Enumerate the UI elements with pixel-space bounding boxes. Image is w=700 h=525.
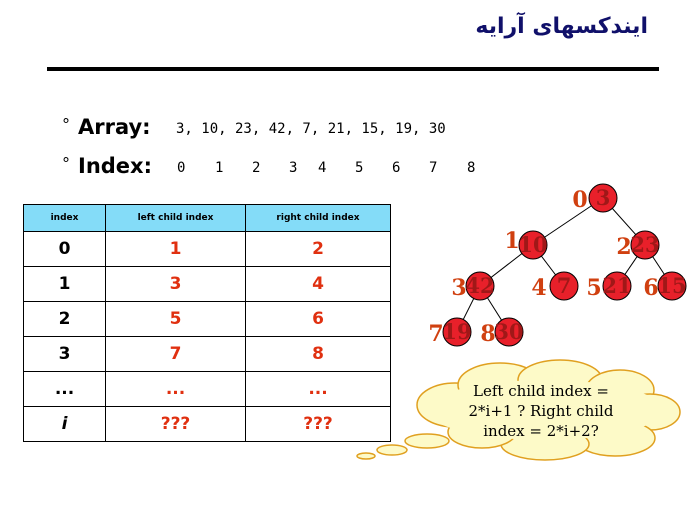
tree-node-index: 3 [451, 275, 467, 301]
index-number: 6 [392, 160, 401, 176]
cloud-line: Left child index = [473, 382, 609, 400]
cell-right: 4 [246, 267, 391, 302]
cloud-line: 2*i+1 ? Right child [468, 402, 614, 420]
cloud-bubble [405, 434, 449, 448]
cell-right: ??? [246, 407, 391, 442]
tree-node-value: 42 [465, 273, 495, 298]
cell-left: ... [106, 372, 246, 407]
cell-left: 1 [106, 232, 246, 267]
array-values: 3, 10, 23, 42, 7, 21, 15, 19, 30 [176, 121, 446, 137]
tree-node-value: 3 [595, 185, 611, 210]
index-number: 2 [252, 160, 261, 176]
index-number: 0 [177, 160, 186, 176]
cell-index: 1 [24, 267, 106, 302]
cell-left: 5 [106, 302, 246, 337]
index-number: 5 [355, 160, 364, 176]
tree-node-index: 4 [531, 275, 547, 301]
cell-right: 8 [246, 337, 391, 372]
cell-left: 7 [106, 337, 246, 372]
tree-nodes [428, 184, 686, 347]
tree-node-index: 5 [586, 275, 602, 301]
array-label: Array: [78, 115, 151, 139]
tree-node-value: 19 [442, 319, 472, 344]
tree-node-value: 7 [556, 273, 572, 298]
tree-node-index: 6 [643, 275, 659, 301]
tree-node-value: 15 [657, 273, 687, 298]
cell-index: i [24, 407, 106, 442]
header-right-child: right child index [246, 205, 391, 232]
thought-cloud [357, 360, 680, 460]
cloud-bubble [357, 453, 375, 459]
cell-right: 6 [246, 302, 391, 337]
slide-title: ایندکسهای آرایه [475, 14, 648, 39]
bullet-icon: ° [62, 154, 70, 173]
cell-index: 0 [24, 232, 106, 267]
cell-right: ... [246, 372, 391, 407]
tree-node-index: 1 [504, 228, 520, 254]
cell-index: 3 [24, 337, 106, 372]
index-number: 7 [429, 160, 438, 176]
tree-node-value: 30 [494, 319, 524, 344]
header-left-child: left child index [106, 205, 246, 232]
cell-left: 3 [106, 267, 246, 302]
tree-node-index: 0 [572, 187, 588, 213]
tree-node-value: 21 [602, 273, 632, 298]
tree-node-value: 23 [630, 232, 660, 257]
index-number: 3 [289, 160, 298, 176]
tree-node-index: 2 [616, 234, 632, 260]
cell-index: 2 [24, 302, 106, 337]
cell-left: ??? [106, 407, 246, 442]
bullet-icon: ° [62, 115, 70, 134]
tree-node-value: 10 [518, 232, 548, 257]
index-number: 1 [215, 160, 224, 176]
cell-right: 2 [246, 232, 391, 267]
tree-node-index: 7 [428, 321, 444, 347]
header-index: index [24, 205, 106, 232]
cloud-bubble [377, 445, 407, 455]
index-number: 8 [467, 160, 476, 176]
index-label: Index: [78, 154, 152, 178]
cell-index: ... [24, 372, 106, 407]
index-number: 4 [318, 160, 327, 176]
cloud-line: index = 2*i+2? [483, 422, 599, 440]
tree-node-index: 8 [480, 321, 496, 347]
tree-edges [457, 198, 672, 332]
